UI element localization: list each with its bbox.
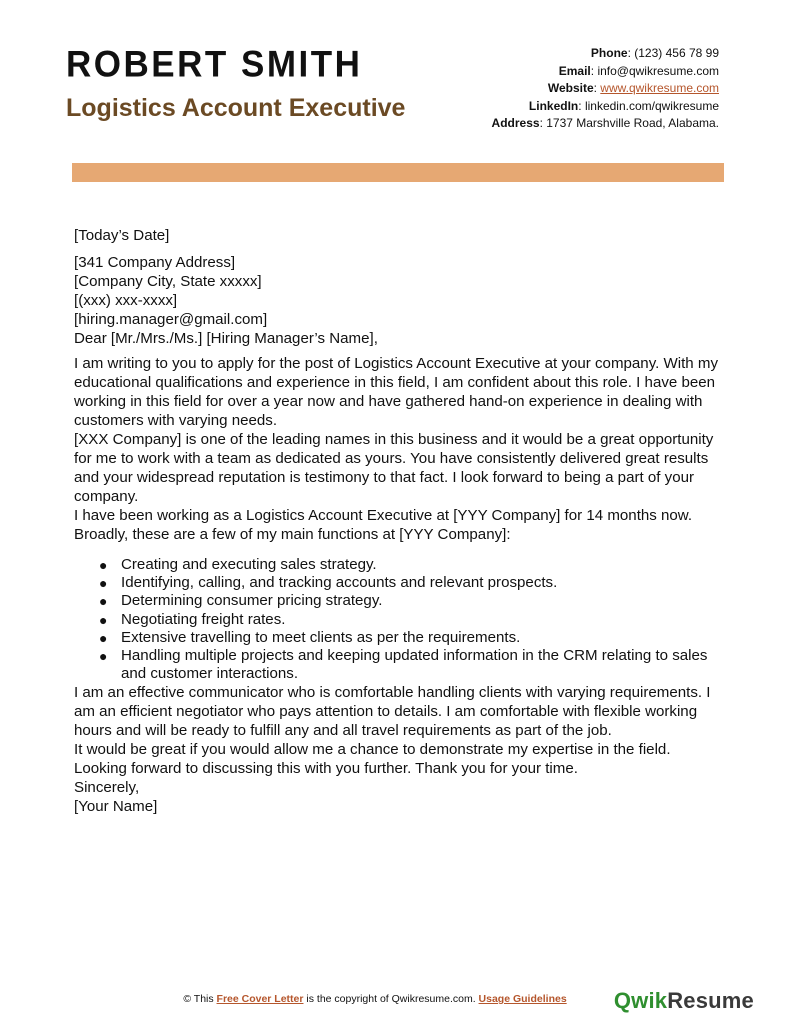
address-line: [Company City, State xxxxx] bbox=[74, 273, 262, 290]
letter-body bbox=[74, 226, 726, 816]
bullet-icon: ● bbox=[99, 593, 108, 610]
bullet-icon: ● bbox=[99, 629, 108, 646]
contact-linkedin: LinkedIn: linkedin.com/qwikresume bbox=[528, 98, 719, 113]
page-footer: © This Free Cover Letter is the copyright of Qwikresume.com. Usage Guidelines bbox=[183, 993, 567, 1005]
accent-divider-bar bbox=[72, 163, 724, 182]
list-item: ● Negotiating freight rates. bbox=[99, 610, 286, 628]
contact-email: Email: info@qwikresume.com bbox=[558, 63, 719, 78]
closing: Sincerely, bbox=[74, 779, 140, 797]
free-cover-letter-link[interactable]: Free Cover Letter bbox=[216, 993, 304, 1005]
applicant-name: ROBERT SMITH bbox=[66, 44, 363, 85]
address-line: [341 Company Address] bbox=[74, 254, 236, 271]
list-item: ● Creating and executing sales strategy. bbox=[99, 556, 377, 573]
contact-website: Website: www.qwikresume.com bbox=[547, 81, 719, 95]
job-title: Logistics Account Executive bbox=[66, 94, 406, 122]
contact-block bbox=[359, 45, 719, 133]
paragraph-5: It would be great if you would allow me a chance to demonstrate my expertise in the field. Looking forward to discussing this with you further. Thank you for your time. bbox=[74, 741, 671, 778]
bullet-icon: ● bbox=[99, 648, 108, 665]
website-link[interactable]: www.qwikresume.com bbox=[600, 81, 719, 95]
letter-date: [Today’s Date] bbox=[74, 227, 170, 244]
recipient-address bbox=[74, 253, 726, 329]
contact-address: Address: 1737 Marshville Road, Alabama. bbox=[491, 116, 719, 130]
usage-guidelines-link[interactable]: Usage Guidelines bbox=[478, 993, 567, 1005]
paragraph-1: I am writing to you to apply for the post of Logistics Account Executive at your company. With my educational qualifications and experience in this field, I am confident about this role. I have been working in this field for over a year now and have gathered hand-on experience in dealing with customers with varying needs. bbox=[74, 355, 719, 429]
bullet-icon: ● bbox=[99, 557, 108, 573]
address-line: [(xxx) xxx-xxxx] bbox=[74, 292, 178, 309]
list-item: ● Identifying, calling, and tracking accounts and relevant prospects. bbox=[99, 574, 558, 592]
paragraph-2: [XXX Company] is one of the leading names in this business and it would be a great opportunity for me to work with a team as dedicated as yours. You have consistently delivered great results and your widespread reputation is testimony to that fact. I look forward to being a part of your company. bbox=[74, 431, 714, 505]
qwikresume-logo[interactable]: QwikResume bbox=[613, 988, 754, 1013]
salutation: Dear [Mr./Mrs./Ms.] [Hiring Manager’s Name], bbox=[74, 330, 378, 347]
letter-header bbox=[0, 0, 800, 160]
contact-phone: Phone: (123) 456 78 99 bbox=[590, 46, 719, 60]
list-item: ● Handling multiple projects and keeping updated information in the CRM relating to sales and customer interactions. bbox=[99, 647, 708, 683]
paragraph-4: I am an effective communicator who is comfortable handling clients with varying requirements. I am an efficient negotiator who pays attention to details. I am comfortable with flexible working hours and will be ready to fulfill any and all travel requirements as part of the job. bbox=[74, 684, 711, 740]
list-item: ● Determining consumer pricing strategy. bbox=[99, 592, 383, 610]
bullet-icon: ● bbox=[99, 575, 108, 592]
bullet-icon: ● bbox=[99, 611, 108, 628]
address-line: [hiring.manager@gmail.com] bbox=[74, 311, 268, 328]
list-item: ● Extensive travelling to meet clients as per the requirements. bbox=[99, 628, 521, 646]
duties-list bbox=[74, 556, 726, 683]
signature-name: [Your Name] bbox=[74, 798, 158, 816]
paragraph-3: I have been working as a Logistics Account Executive at [YYY Company] for 14 months now. Broadly, these are a few of my main functions at [YYY Company]: bbox=[74, 507, 693, 543]
